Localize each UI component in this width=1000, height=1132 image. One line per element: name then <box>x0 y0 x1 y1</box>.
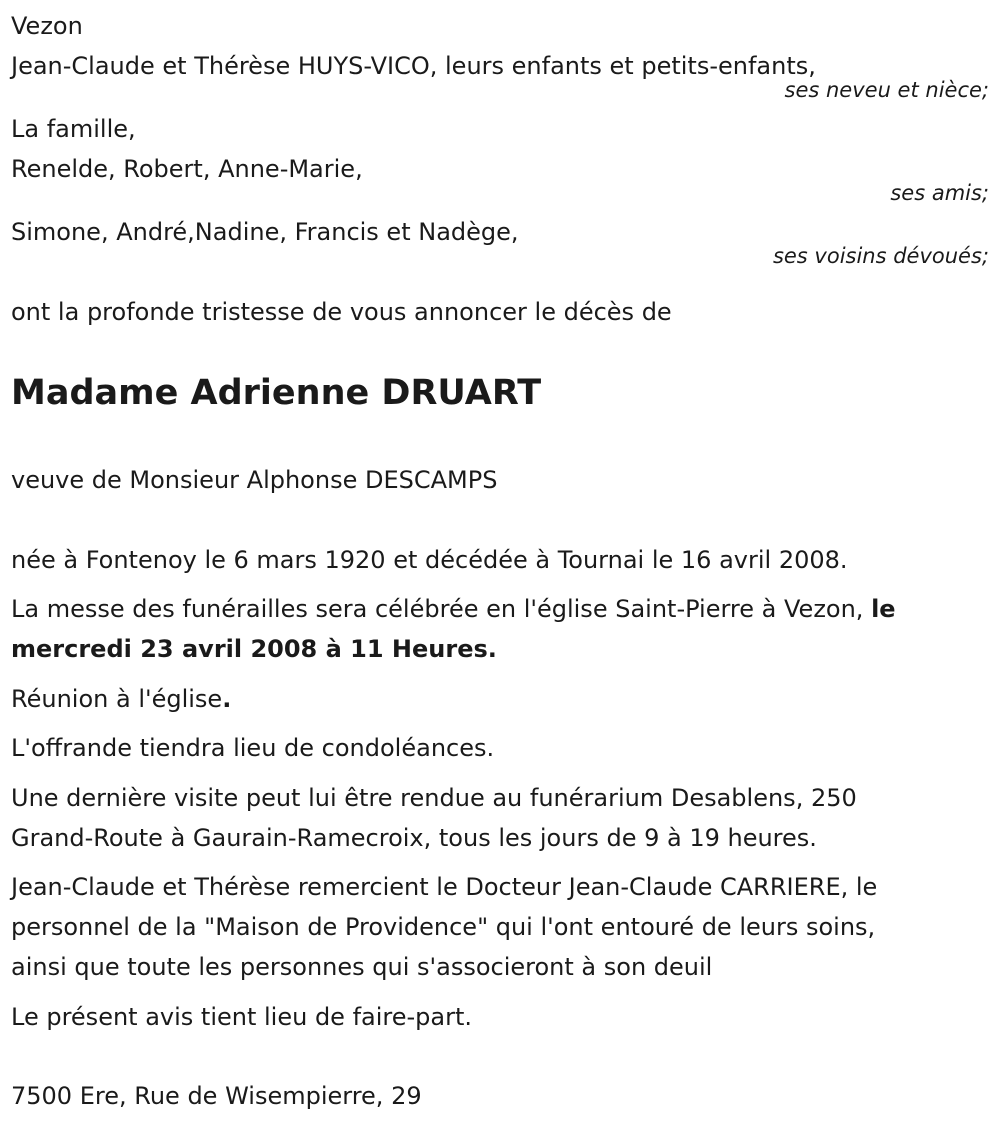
notice-line: Le présent avis tient lieu de faire-part. <box>11 1003 473 1031</box>
friends-line: Renelde, Robert, Anne-Marie, <box>11 155 363 183</box>
funeral-mass-line <box>11 594 896 624</box>
children-line: Jean-Claude et Thérèse HUYS-VICO, leurs enfants et petits-enfants, <box>11 52 816 80</box>
announcement-line: ont la profonde tristesse de vous annoncer le décès de <box>11 298 672 326</box>
neighbours-relation: ses voisins dévoués; <box>772 244 989 268</box>
neighbours-line: Simone, André,Nadine, Francis et Nadège, <box>11 218 519 246</box>
visit-line-1: Une dernière visite peut lui être rendue au funérarium Desablens, 250 <box>11 784 857 812</box>
funeral-date-start: le <box>871 595 896 623</box>
funeral-date: mercredi 23 avril 2008 à 11 Heures. <box>11 635 497 663</box>
deceased-name: Madame Adrienne DRUART <box>11 373 542 413</box>
place-line: Vezon <box>11 12 83 40</box>
widow-of-line: veuve de Monsieur Alphonse DESCAMPS <box>11 466 498 494</box>
children-relation: ses neveu et nièce; <box>784 78 989 102</box>
thanks-line-2: personnel de la "Maison de Providence" qui l'ont entouré de leurs soins, <box>11 913 876 941</box>
reunion-line <box>11 684 231 714</box>
offering-line: L'offrande tiendra lieu de condoléances. <box>11 734 495 762</box>
reunion-period: . <box>222 685 232 713</box>
visit-line-2: Grand-Route à Gaurain-Ramecroix, tous les jours de 9 à 19 heures. <box>11 824 817 852</box>
thanks-line-1: Jean-Claude et Thérèse remercient le Docteur Jean-Claude CARRIERE, le <box>11 873 878 901</box>
thanks-line-3: ainsi que toute les personnes qui s'associeront à son deuil <box>11 953 713 981</box>
birth-death-line: née à Fontenoy le 6 mars 1920 et décédée à Tournai le 16 avril 2008. <box>11 546 848 574</box>
family-line: La famille, <box>11 115 136 143</box>
reunion-text: Réunion à l'église <box>11 685 223 713</box>
funeral-mass-text: La messe des funérailles sera célébrée en l'église Saint-Pierre à Vezon, <box>11 595 864 623</box>
address-line: 7500 Ere, Rue de Wisempierre, 29 <box>11 1082 422 1110</box>
friends-relation: ses amis; <box>890 181 989 205</box>
funeral-date-line <box>11 634 497 664</box>
